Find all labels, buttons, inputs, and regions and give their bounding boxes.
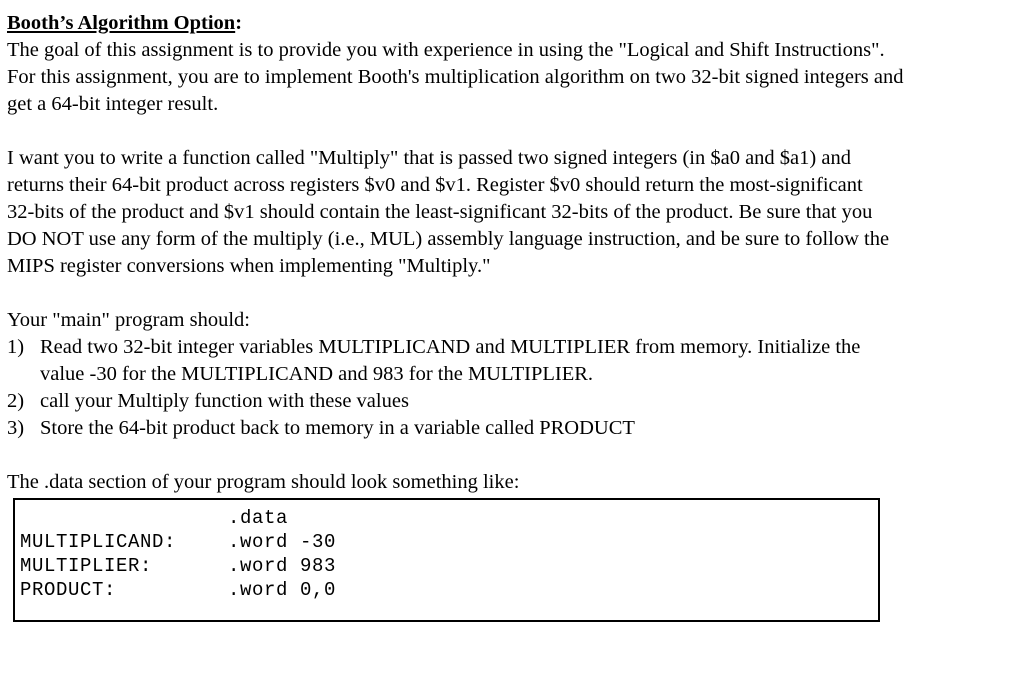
code-row [20,506,400,530]
steps-list [7,334,1015,442]
paragraph-goal [7,37,1015,118]
list-line: value -30 for the MULTIPLICAND and 983 for the MULTIPLIER. [40,363,594,385]
code-row [20,530,400,554]
paragraph-line: returns their 64-bit product across registers $v0 and $v1. Register $v0 should return the most-significant [7,174,863,196]
code-value: .word 0,0 [228,579,337,601]
code-value: .word 983 [228,555,337,577]
paragraph-line: DO NOT use any form of the multiply (i.e., MUL) assembly language instruction, and be sure to follow the [7,228,890,250]
list-item [7,388,1015,415]
list-line: call your Multiply function with these values [40,390,409,412]
list-text [40,334,860,388]
list-line: Read two 32-bit integer variables MULTIPLICAND and MULTIPLIER from memory. Initialize the [40,336,861,358]
code-label [20,506,228,530]
list-item [7,415,1015,442]
code-row [20,554,400,578]
spacer [7,118,1015,145]
code-row [20,578,400,602]
paragraph-function [7,145,1015,280]
code-block [13,498,880,622]
heading-title: Booth’s Algorithm Option [7,12,236,34]
data-intro: The .data section of your program should look something like: [7,471,520,493]
code-content [20,506,400,602]
paragraph-line: The goal of this assignment is to provide you with experience in using the "Logical and Shift Instructions". [7,39,885,61]
paragraph-line: For this assignment, you are to implement Booth's multiplication algorithm on two 32-bit signed integers and [7,66,904,88]
spacer [7,280,1015,307]
paragraph-line: I want you to write a function called "Multiply" that is passed two signed integers (in $a0 and $a1) and [7,147,851,169]
spacer [7,442,1015,469]
assignment-document [7,10,1015,496]
code-directive: .data [228,507,289,529]
paragraph-line: 32-bits of the product and $v1 should contain the least-significant 32-bits of the product. Be sure that you [7,201,873,223]
section-heading [7,10,1015,37]
list-number: 1) [7,336,25,358]
list-number: 3) [7,417,25,439]
main-intro: Your "main" program should: [7,309,250,331]
code-label: PRODUCT: [20,579,117,601]
list-number: 2) [7,390,25,412]
code-label: MULTIPLIER: [20,555,153,577]
code-label: MULTIPLICAND: [20,531,177,553]
paragraph-line: MIPS register conversions when implementing "Multiply." [7,255,491,277]
heading-colon: : [235,12,243,34]
list-item [7,334,1015,388]
code-value: .word -30 [228,531,337,553]
paragraph-line: get a 64-bit integer result. [7,93,219,115]
list-line: Store the 64-bit product back to memory in a variable called PRODUCT [40,417,635,439]
